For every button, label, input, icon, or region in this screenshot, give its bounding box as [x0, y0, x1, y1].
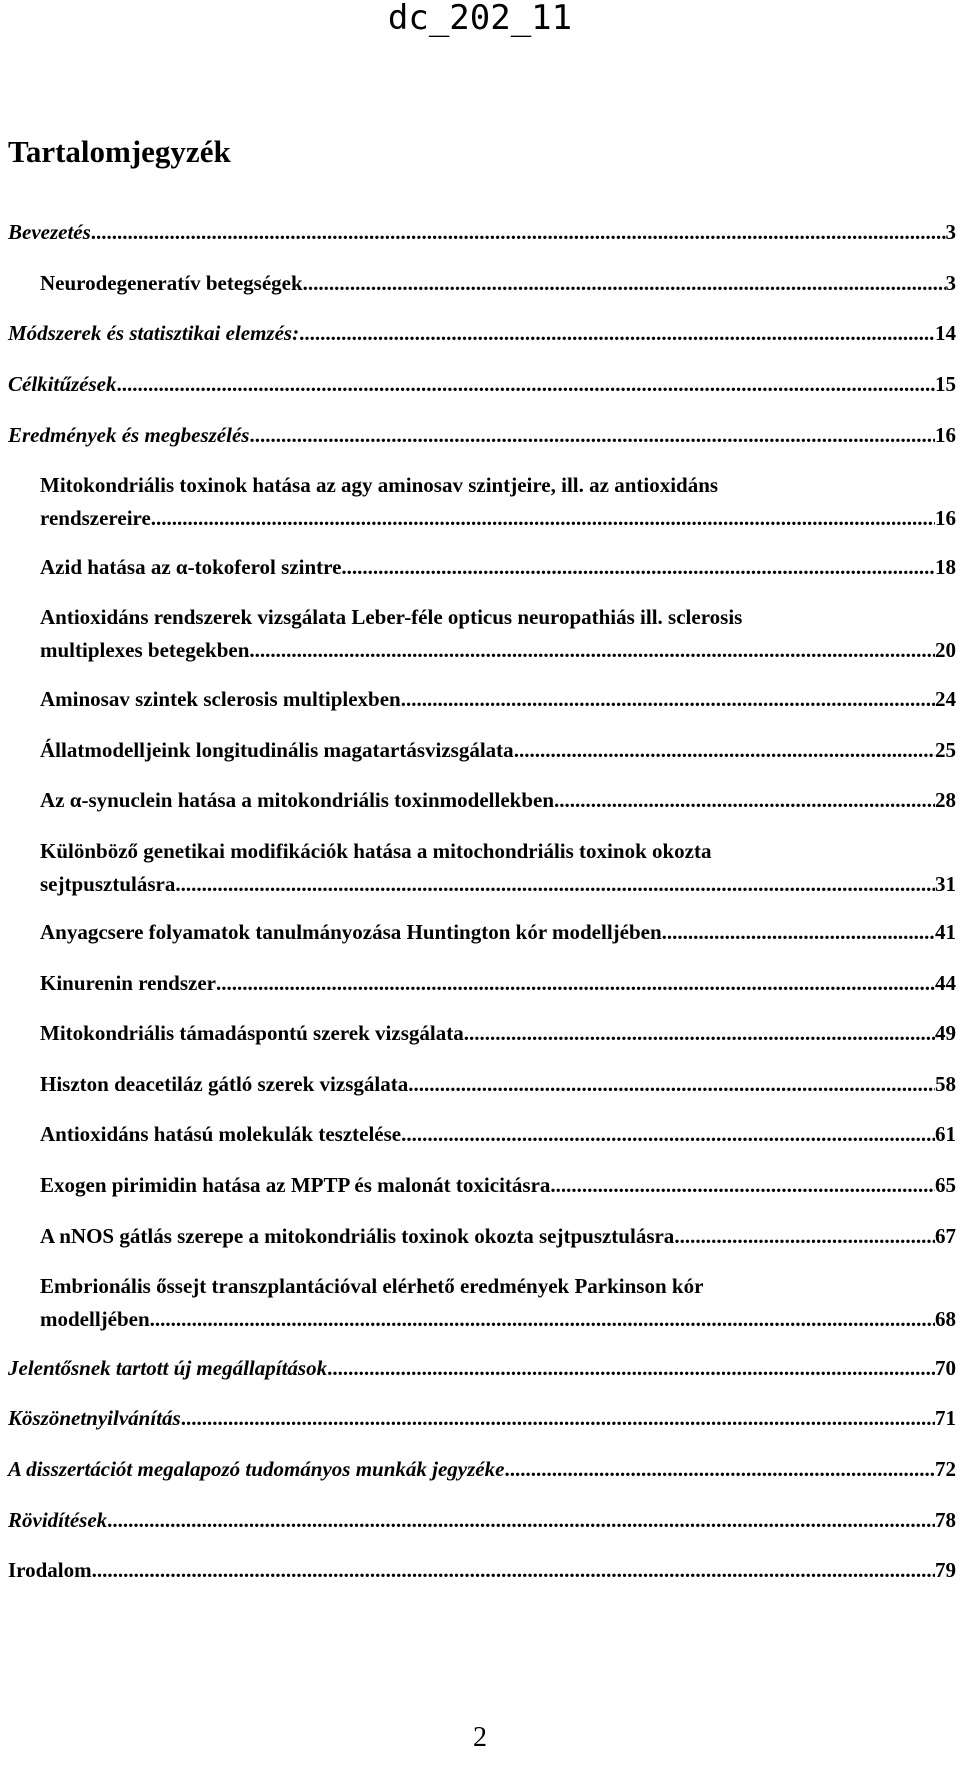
toc-entry-line [40, 1122, 956, 1146]
toc-entry-line [40, 971, 956, 995]
dot-leader [341, 555, 935, 579]
toc-entry-label: rendszereire [40, 506, 151, 530]
toc-entry-label: Kinurenin rendszer [40, 971, 216, 995]
dot-leader [504, 1457, 935, 1481]
toc-entry-line [40, 555, 956, 579]
toc-entry-page: 3 [945, 220, 956, 244]
dot-leader [401, 1122, 935, 1146]
toc-entry-label: A nNOS gátlás szerepe a mitokondriális toxinok okozta sejtpusztulásra [40, 1224, 675, 1248]
toc-entry-label: modelljében [40, 1307, 150, 1331]
toc-entry-page: 16 [935, 506, 956, 530]
toc-entry-line [40, 506, 956, 530]
toc-entry[interactable] [8, 1558, 956, 1582]
toc-entry-page: 18 [935, 555, 956, 579]
toc-entry-page: 79 [935, 1558, 956, 1582]
dot-leader [408, 1072, 935, 1096]
toc-entry-label: Anyagcsere folyamatok tanulmányozása Huntington kór modelljében [40, 920, 662, 944]
toc-entry-line [40, 687, 956, 711]
toc-entry-label: Eredmények és megbeszélés [8, 423, 250, 447]
toc-entry-label: Rövidítések [8, 1508, 108, 1532]
toc-entry[interactable] [8, 321, 956, 345]
toc-entry-line [40, 1307, 956, 1331]
toc-entry-label: multiplexes betegekben [40, 638, 250, 662]
toc-entry[interactable] [40, 605, 956, 662]
toc-entry-line [40, 920, 956, 944]
toc-entry[interactable] [40, 1122, 956, 1146]
toc-entry-line [40, 1224, 956, 1248]
toc-entry-line [8, 220, 956, 244]
toc-entry-line [40, 738, 956, 762]
toc-entry-page: 67 [935, 1224, 956, 1248]
toc-entry[interactable] [8, 220, 956, 244]
toc-entry-line [8, 1558, 956, 1582]
toc-entry-line [40, 638, 956, 662]
toc-entry-title-line: Különböző genetikai modifikációk hatása a mitochondriális toxinok okozta [40, 839, 712, 863]
dot-leader [299, 321, 935, 345]
toc-entry[interactable] [40, 1224, 956, 1248]
toc-entry-line [40, 271, 956, 295]
dot-leader [151, 506, 935, 530]
toc-entry[interactable] [8, 1406, 956, 1430]
dot-leader [550, 1173, 935, 1197]
toc-entry-line [40, 1021, 956, 1045]
document-code-header: dc_202_11 [387, 0, 573, 38]
toc-entry-page: 72 [935, 1457, 956, 1481]
toc-entry[interactable] [8, 1508, 956, 1532]
dot-leader [150, 1307, 935, 1331]
page-number: 2 [473, 1722, 487, 1753]
toc-entry[interactable] [40, 687, 956, 711]
toc-entry-label: Mitokondriális támadáspontú szerek vizsgálata [40, 1021, 464, 1045]
toc-entry-title-line: Embrionális őssejt transzplantációval elérhető eredmények Parkinson kór [40, 1274, 704, 1298]
toc-entry-line [8, 1356, 956, 1380]
dot-leader [662, 920, 935, 944]
toc-entry-line [8, 1406, 956, 1430]
toc-entry-page: 15 [935, 372, 956, 396]
toc-entry-label: A disszertációt megalapozó tudományos munkák jegyzéke [8, 1457, 505, 1481]
toc-entry-line [8, 321, 956, 345]
toc-entry-line [40, 872, 956, 896]
toc-entry-line [8, 1457, 956, 1481]
toc-entry-page: 24 [935, 687, 956, 711]
toc-entry[interactable] [8, 1356, 956, 1380]
toc-entry-label: Köszönetnyilvánítás [8, 1406, 181, 1430]
toc-entry[interactable] [40, 473, 956, 530]
toc-entry-line [8, 372, 956, 396]
toc-entry-page: 78 [935, 1508, 956, 1532]
toc-entry[interactable] [8, 423, 956, 447]
dot-leader [401, 687, 935, 711]
toc-entry[interactable] [40, 738, 956, 762]
toc-entry[interactable] [40, 1021, 956, 1045]
toc-entry-page: 58 [935, 1072, 956, 1096]
toc-entry-page: 61 [935, 1122, 956, 1146]
toc-entry-page: 41 [935, 920, 956, 944]
dot-leader [216, 971, 935, 995]
toc-entry-label: Aminosav szintek sclerosis multiplexben [40, 687, 401, 711]
toc-entry-label: Jelentősnek tartott új megállapítások [8, 1356, 328, 1380]
dot-leader [464, 1021, 935, 1045]
dot-leader [514, 738, 935, 762]
toc-entry-label: Hiszton deacetiláz gátló szerek vizsgálata [40, 1072, 409, 1096]
toc-entry-page: 44 [935, 971, 956, 995]
dot-leader [249, 638, 935, 662]
toc-entry-page: 31 [935, 872, 956, 896]
toc-entry-page: 65 [935, 1173, 956, 1197]
toc-entry-page: 71 [935, 1406, 956, 1430]
toc-entry-label: Az α-synuclein hatása a mitokondriális toxinmodellekben [40, 788, 555, 812]
toc-entry-label: Célkitűzések [8, 372, 117, 396]
toc-entry-page: 16 [935, 423, 956, 447]
toc-entry-label: Exogen pirimidin hatása az MPTP és malonát toxicitásra [40, 1173, 551, 1197]
toc-entry-page: 70 [935, 1356, 956, 1380]
toc-entry-label: Módszerek és statisztikai elemzés: [8, 321, 300, 345]
toc-entry[interactable] [8, 1457, 956, 1481]
toc-entry-label: Azid hatása az α-tokoferol szintre [40, 555, 342, 579]
toc-entry-page: 14 [935, 321, 956, 345]
toc-entry-page: 49 [935, 1021, 956, 1045]
toc-entry-page: 3 [945, 271, 956, 295]
toc-entry-line [40, 788, 956, 812]
toc-entry-title-line: Mitokondriális toxinok hatása az agy aminosav szintjeire, ill. az antioxidáns [40, 473, 719, 497]
toc-entry[interactable] [40, 971, 956, 995]
toc-entry[interactable] [40, 920, 956, 944]
dot-leader [554, 788, 935, 812]
dot-leader [674, 1224, 935, 1248]
toc-entry-label: Antioxidáns hatású molekulák tesztelése [40, 1122, 402, 1146]
toc-entry-page: 28 [935, 788, 956, 812]
toc-entry-page: 20 [935, 638, 956, 662]
page-title: Tartalomjegyzék [8, 134, 231, 169]
toc-entry-label: Neurodegeneratív betegségek [40, 271, 303, 295]
dot-leader [249, 423, 935, 447]
toc-entry[interactable] [40, 788, 956, 812]
toc-entry[interactable] [40, 839, 956, 896]
toc-entry-page: 25 [935, 738, 956, 762]
toc-entry-line [8, 423, 956, 447]
toc-entry[interactable] [40, 1072, 956, 1096]
toc-entry-label: sejtpusztulásra [40, 872, 176, 896]
toc-entry-line [40, 1072, 956, 1096]
toc-entry[interactable] [40, 1173, 956, 1197]
toc-entry-label: Irodalom [8, 1558, 92, 1582]
toc-entry-label: Bevezetés [8, 220, 91, 244]
dot-leader [117, 372, 936, 396]
toc-entry-line [40, 1173, 956, 1197]
toc-entry-title-line: Antioxidáns rendszerek vizsgálata Leber-féle opticus neuropathiás ill. sclerosis [40, 605, 743, 629]
toc-entry[interactable] [40, 271, 956, 295]
dot-leader [181, 1406, 935, 1430]
toc-entry-page: 68 [935, 1307, 956, 1331]
dot-leader [91, 220, 946, 244]
dot-leader [303, 271, 946, 295]
toc-entry-line [8, 1508, 956, 1532]
toc-entry[interactable] [8, 372, 956, 396]
toc-entry[interactable] [40, 1274, 956, 1331]
toc-entry[interactable] [40, 555, 956, 579]
dot-leader [92, 1558, 935, 1582]
dot-leader [175, 872, 935, 896]
toc-entry-label: Állatmodelljeink longitudinális magatartásvizsgálata [40, 738, 514, 762]
dot-leader [327, 1356, 935, 1380]
dot-leader [107, 1508, 935, 1532]
